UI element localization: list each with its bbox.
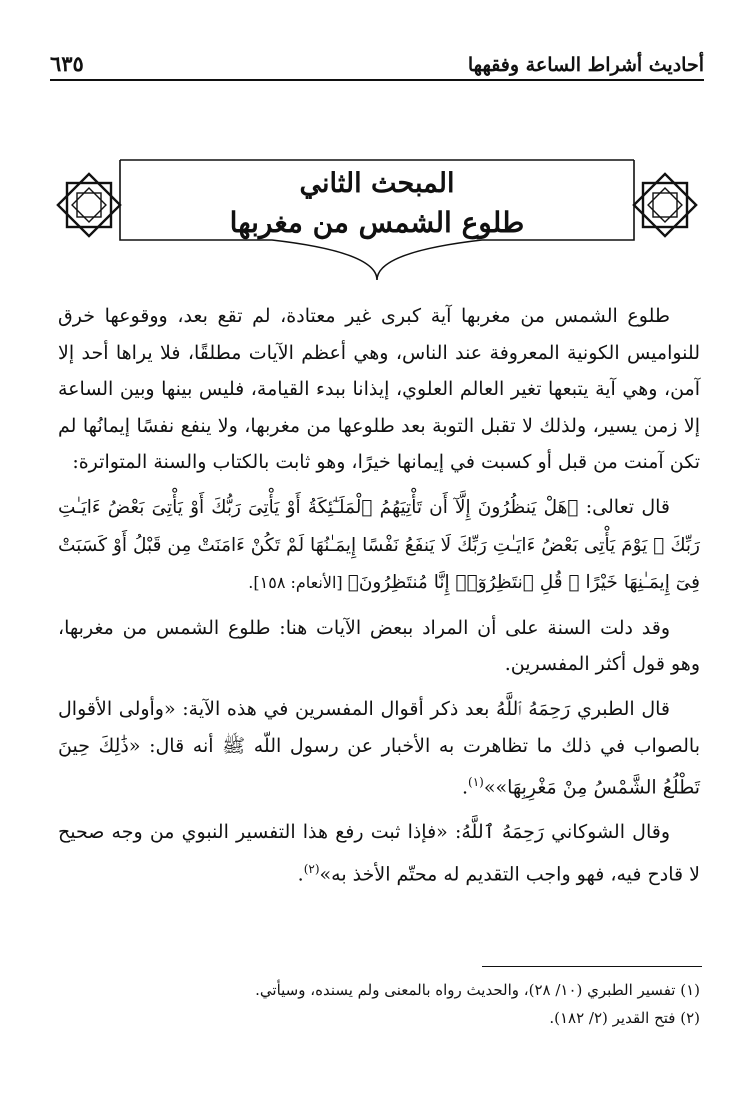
footnotes [60, 976, 700, 1032]
tabari-quote: قال الطبري رَحِمَهُ ٱللَّهُ بعد ذكر أقوال المفسرين في هذه الآية: «وأولى الأقوال بالصواب في ذلك ما تظاهرت به الأخبار عن رسول اللّه ﷺ أنه قال: «ذَٰلِكَ حِينَ تَطْلُعُ الشَّمْسُ مِنْ مَغْرِبِهَا»» [58, 697, 700, 799]
running-header [50, 40, 704, 76]
citation-intro: قال تعالى: [578, 495, 670, 518]
section-subheading: طلوع الشمس من مغربها [229, 206, 525, 239]
star-ornament-left-icon [58, 174, 120, 236]
paragraph-quran-citation [58, 489, 700, 602]
verse-reference: [الأنعام: ١٥٨]. [248, 573, 348, 593]
paragraph-sunnah: وقد دلت السنة على أن المراد ببعض الآيات هنا: طلوع الشمس من مغربها، وهو قول أكثر المفسرين. [58, 616, 700, 676]
body-text [58, 298, 700, 901]
paragraph-shawkani [58, 814, 700, 893]
footnote-2: (٢) فتح القدير (٢/ ١٨٢). [549, 1009, 700, 1027]
shawkani-end: . [297, 862, 304, 885]
section-banner [52, 140, 702, 300]
footnote-marker-1: (١) [468, 775, 484, 790]
shawkani-quote: وقال الشوكاني رَحِمَهُ ٱللَّهُ: «فإذا ثبت رفع هذا التفسير النبوي من وجه صحيح لا قادح فيه، فهو واجب التقديم له محتّم الأخذ به» [58, 821, 700, 885]
footnote-1: (١) تفسير الطبري (١٠/ ٢٨)، والحديث رواه بالمعنى ولم يسنده، وسيأتي. [255, 981, 700, 999]
page-number: ٦٣٥ [50, 51, 84, 76]
star-ornament-right-icon [634, 174, 696, 236]
book-title: أحاديث أشراط الساعة وفقهها [467, 54, 704, 76]
footnote-marker-2: (٢) [303, 861, 320, 876]
footnote-rule [482, 966, 702, 967]
paragraph-tabari [58, 691, 700, 806]
paragraph-intro: طلوع الشمس من مغربها آية كبرى غير معتادة، لم تقع بعد، ووقوعها خرق للنواميس الكونية المعروفة عند الناس، وهي أعظم الآيات مطلقًا، فلا يراها أحد إلا آمن، وهي آية يتبعها تغير العالم العلوي، إيذانا ببدء القيامة، فليس بينها وبين الساعة إلا زمن يسير، ولذلك لا تقبل التوبة بعد طلوعها من مغربها، ولا ينفع نفسًا إيمانُها لم تكن آمنت من قبل أو كسبت في إيمانها خيرًا، وهو ثابت بالكتاب والسنة المتواترة: [58, 305, 700, 474]
section-heading: المبحث الثاني [299, 168, 455, 199]
tabari-end: . [461, 776, 468, 799]
quran-verse: ﴿هَلْ يَنظُرُونَ إِلَّآ أَن تَأْتِيَهُمُ ٱلْمَلَـٰٓئِكَةُ أَوْ يَأْتِىَ رَبُّكَ أَوْ يَأْتِىَ بَعْضُ ءَايَـٰتِ رَبِّكَ ۗ يَوْمَ يَأْتِى بَعْضُ ءَايَـٰتِ رَبِّكَ لَا يَنفَعُ نَفْسًا إِيمَـٰنُهَا لَمْ تَكُنْ ءَامَنَتْ مِن قَبْلُ أَوْ كَسَبَتْ فِىٓ إِيمَـٰنِهَا خَيْرًا ۗ قُلِ ٱنتَظِرُوٓا۟ إِنَّا مُنتَظِرُونَ﴾ [58, 496, 700, 594]
header-rule [50, 79, 704, 81]
